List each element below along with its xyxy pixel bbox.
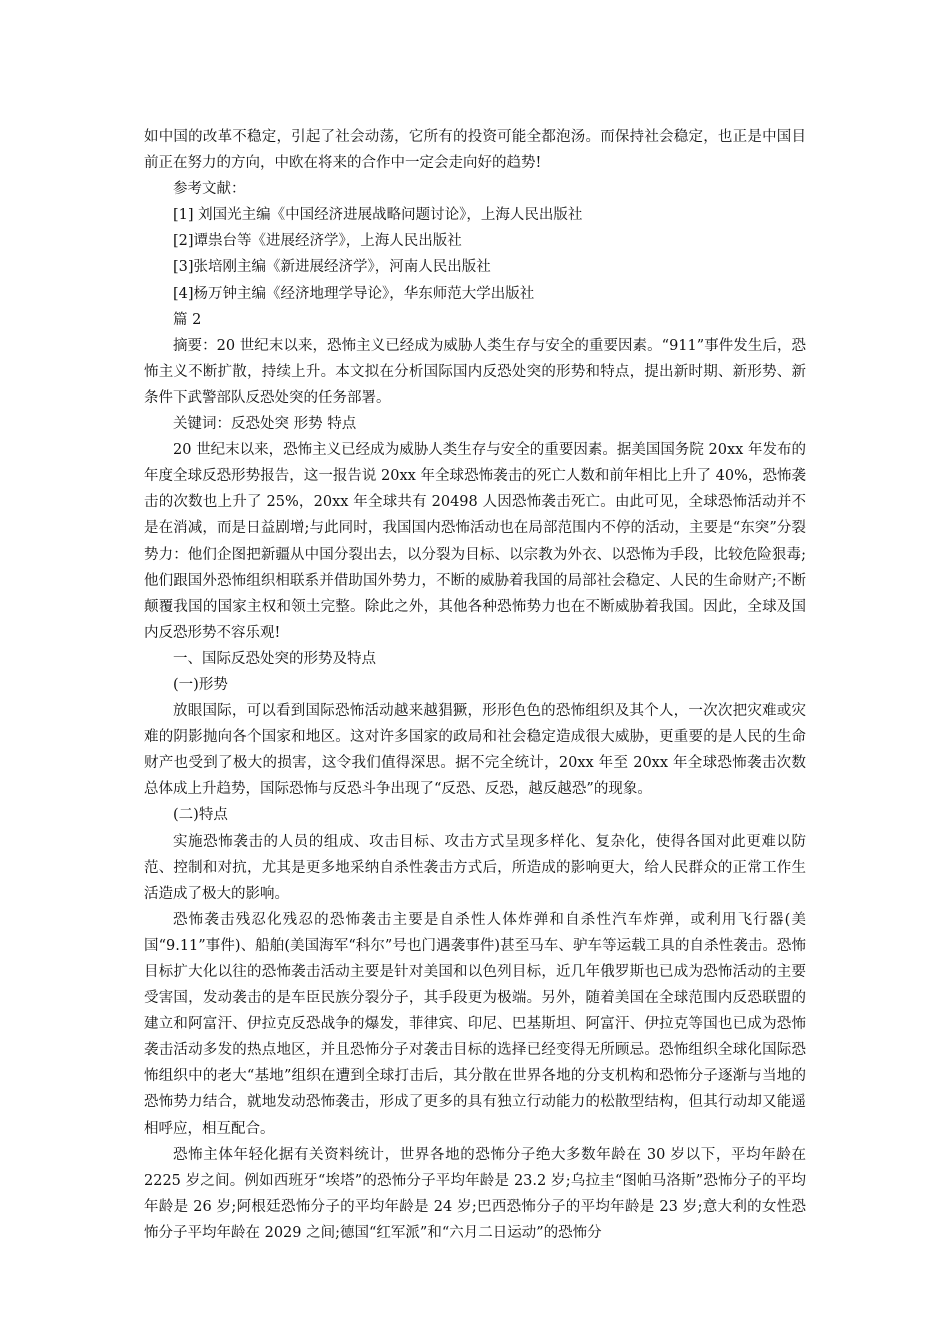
paragraph-12: 放眼国际，可以看到国际恐怖活动越来越猖獗，形形色色的恐怖组织及其个人，一次次把灾难或灾难的阴影抛向各个国家和地区。这对许多国家的政局和社会稳定造成很大威胁，更重要的是人民的生命财产也受到了极大的损害，这令我们值得深思。据不完全统计，20xx 年至 20xx 年全球恐怖袭击次数总体成上升趋势，国际恐怖与反恐斗争出现了“反恐、反恐，越反越恐”的现象。 [144,703,806,798]
paragraph-5: [4]杨万钟主编《经济地理学导论》，华东师范大学出版社 [173,285,535,302]
paragraph-6: 篇 2 [173,311,202,328]
paragraph-1: 参考文献： [173,181,246,198]
paragraph-4: [3]张培刚主编《新进展经济学》，河南人民出版社 [173,259,491,276]
paragraph-3: [2]谭祟台等《进展经济学》，上海人民出版社 [173,233,462,250]
paragraph-11: (一)形势 [173,676,228,693]
paragraph-14: 实施恐怖袭击的人员的组成、攻击目标、攻击方式呈现多样化、复杂化，使得各国对此更难以防范、控制和对抗，尤其是更多地采纳自杀性袭击方式后，所造成的影响更大，给人民群众的正常工作生活造成了极大的影响。 [144,833,806,902]
document-page [144,124,806,1246]
paragraph-16: 恐怖主体年轻化据有关资料统计，世界各地的恐怖分子绝大多数年龄在 30 岁以下，平均年龄在 2225 岁之间。例如西班牙“埃塔”的恐怖分子平均年龄是 23.2 岁;乌拉圭“图帕马洛斯”恐怖分子的平均年龄是 26 岁;阿根廷恐怖分子的平均年龄是 24 岁;巴西恐怖分子的平均年龄是 23 岁;意大利的女性恐怖分子平均年龄在 2029 之间;德国“红军派”和“六月二日运动”的恐怖分 [144,1146,806,1241]
paragraph-8: 关键词：反恐处突 形势 特点 [173,416,357,433]
paragraph-7: 摘要：20 世纪末以来，恐怖主义已经成为威胁人类生存与安全的重要因素。“911”事件发生后，恐怖主义不断扩散，持续上升。本文拟在分析国际国内反恐处突的形势和特点，提出新时期、新形势、新条件下武警部队反恐处突的任务部署。 [144,337,806,406]
paragraph-9: 20 世纪末以来，恐怖主义已经成为威胁人类生存与安全的重要因素。据美国国务院 20xx 年发布的年度全球反恐形势报告，这一报告说 20xx 年全球恐怖袭击的死亡人数和前年相比上升了 40%，恐怖袭击的次数也上升了 25%，20xx 年全球共有 20498 人因恐怖袭击死亡。由此可见，全球恐怖活动并不是在消减，而是日益剧增;与此同时，我国国内恐怖活动也在局部范围内不停的活动，主要是“东突”分裂势力：他们企图把新疆从中国分裂出去，以分裂为目标、以宗教为外衣、以恐怖为手段，比较危险狠毒;他们跟国外恐怖组织相联系并借助国外势力，不断的威胁着我国的局部社会稳定、人民的生命财产;不断颠覆我国的国家主权和领土完整。除此之外，其他各种恐怖势力也在不断威胁着我国。因此，全球及国内反恐形势不容乐观! [144,442,806,641]
paragraph-0: 如中国的改革不稳定，引起了社会动荡，它所有的投资可能全都泡汤。而保持社会稳定，也正是中国目前正在努力的方向，中欧在将来的合作中一定会走向好的趋势! [144,129,806,172]
paragraph-2: [1] 刘国光主编《中国经济进展战略问题讨论》，上海人民出版社 [173,207,583,224]
paragraph-15: 恐怖袭击残忍化残忍的恐怖袭击主要是自杀性人体炸弹和自杀性汽车炸弹，或利用飞行器(美国“9.11”事件)、船舶(美国海军“科尔”号也门遇袭事件)甚至马车、驴车等运载工具的自杀性袭击。恐怖目标扩大化以往的恐怖袭击活动主要是针对美国和以色列目标，近几年俄罗斯也已成为恐怖活动的主要受害国，发动袭击的是车臣民族分裂分子，其手段更为极端。另外，随着美国在全球范围内反恐联盟的建立和阿富汗、伊拉克反恐战争的爆发，菲律宾、印尼、巴基斯坦、阿富汗、伊拉克等国也已成为恐怖袭击活动多发的热点地区，并且恐怖分子对袭击目标的选择已经变得无所顾忌。恐怖组织全球化国际恐怖组织中的老大“基地”组织在遭到全球打击后，其分散在世界各地的分支机构和恐怖分子逐渐与当地的恐怖势力结合，就地发动恐怖袭击，形成了更多的具有独立行动能力的松散型结构，但其行动却又能遥相呼应，相互配合。 [144,911,806,1137]
paragraph-10: 一、国际反恐处突的形势及特点 [173,650,376,667]
paragraph-13: (二)特点 [173,807,228,824]
